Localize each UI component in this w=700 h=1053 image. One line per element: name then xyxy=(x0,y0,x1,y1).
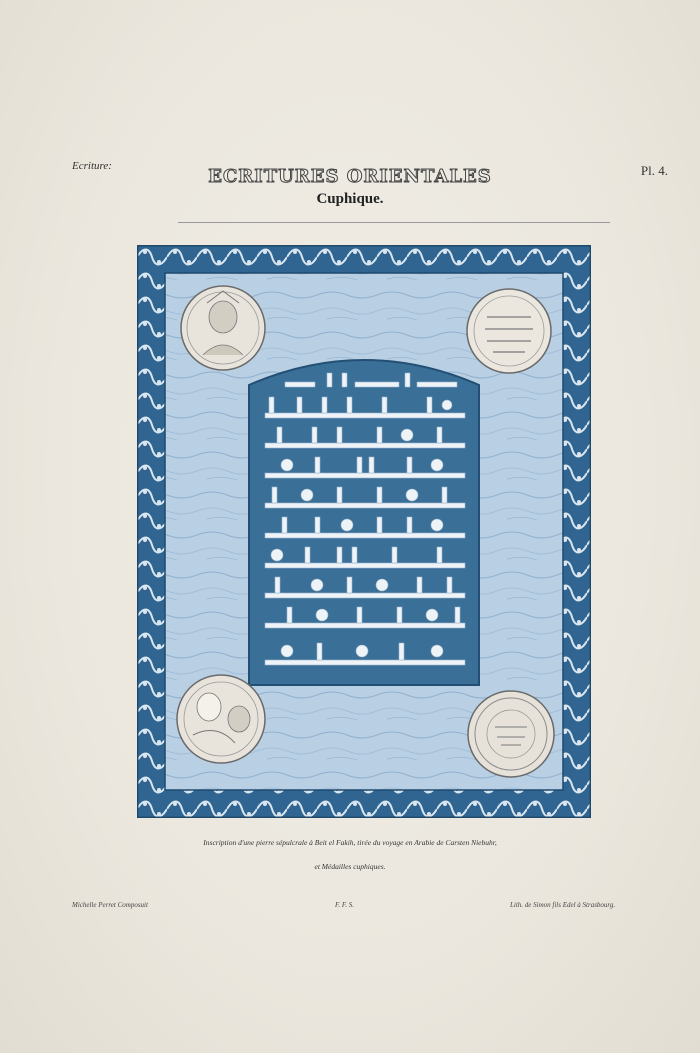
plate-illustration xyxy=(137,245,591,818)
medallion-top-left xyxy=(181,286,265,370)
plate-number: Pl. 4. xyxy=(640,163,668,178)
medallion-bottom-right xyxy=(468,691,554,777)
footer-credit-left: Michelle Perret Composuit xyxy=(72,901,148,909)
caption-line-2: et Médailles cuphiques. xyxy=(314,862,386,871)
page-subtitle: Cuphique. xyxy=(316,191,384,207)
footer-credit-right: Lith. de Simon fils Edel à Strasbourg. xyxy=(510,901,616,909)
medallion-top-right xyxy=(467,289,551,373)
page-title: ECRITURES ORIENTALES xyxy=(208,166,492,187)
medallion-bottom-left xyxy=(177,675,265,763)
section-label: Ecriture: xyxy=(72,160,112,172)
title-rule xyxy=(178,222,610,223)
footer-credit-center: F. F. S. xyxy=(335,901,354,909)
caption-line-1: Inscription d'une pierre sépulcrale à Beit el Fakih, tirée du voyage en Arabie de Carsten Niebuhr, xyxy=(203,838,497,847)
